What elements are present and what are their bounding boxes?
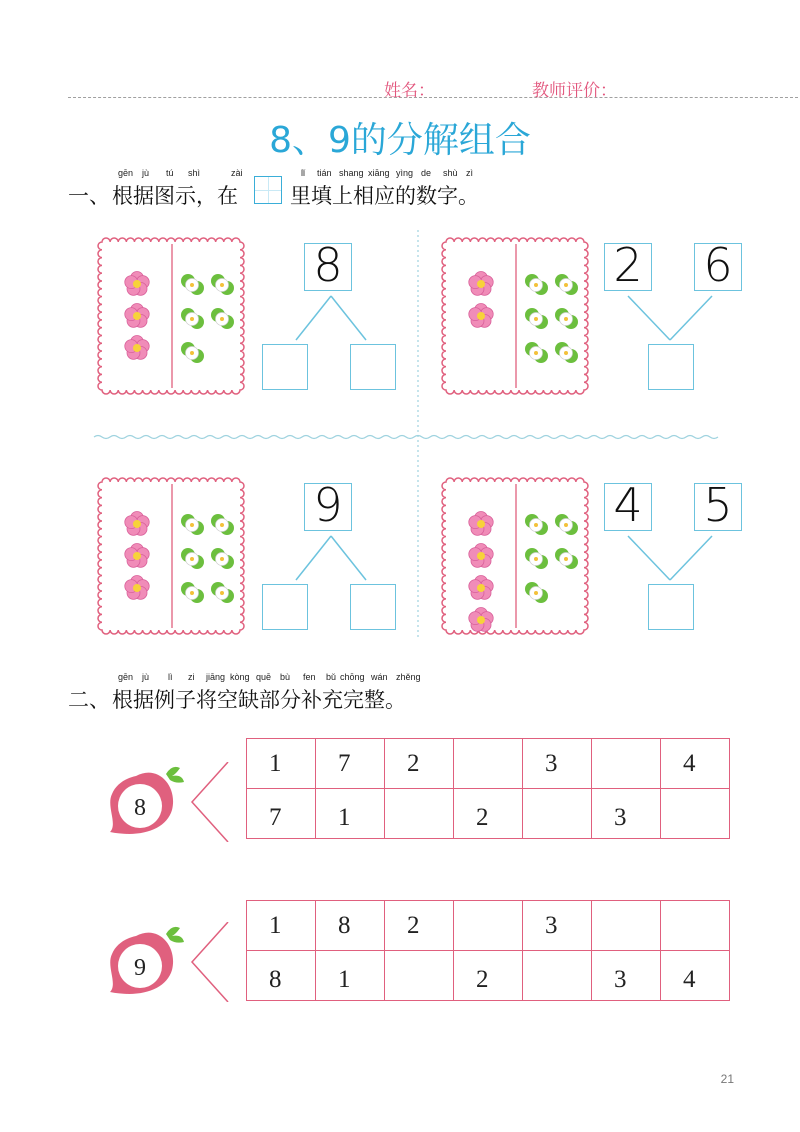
flower-center xyxy=(133,312,141,320)
table9-r1-c2[interactable]: 8 xyxy=(316,901,385,951)
exercise-3-answer-box-left[interactable] xyxy=(262,584,308,630)
table8-r1-c2[interactable]: 7 xyxy=(316,739,385,789)
leaf-icon xyxy=(166,927,184,943)
section1-pinyin-11: de xyxy=(421,168,432,178)
chevron-left-icon xyxy=(192,762,228,842)
section1-pinyin-4: shì xyxy=(188,168,201,178)
branch-line xyxy=(296,536,331,580)
table8-r1-c4[interactable] xyxy=(454,739,523,789)
section1-text-a: 根据图示，在 xyxy=(112,184,238,208)
section2-pinyin-13: zhěng xyxy=(396,672,421,682)
table8-r2-c7[interactable] xyxy=(661,789,730,839)
flower-center xyxy=(477,616,485,624)
section1-pinyin-10: yìng xyxy=(396,168,414,178)
section2-pinyin-2: jù xyxy=(142,672,150,682)
table8-r2-c6[interactable]: 3 xyxy=(592,789,661,839)
table9-r2-c6[interactable]: 3 xyxy=(592,951,661,1001)
section2-pinyin-10: bǔ xyxy=(326,672,337,682)
table8-r1-c7[interactable]: 4 xyxy=(661,739,730,789)
section1-number: 一、 xyxy=(68,184,110,208)
flower-center xyxy=(534,317,538,321)
exercise-2-top-number-left: 2 xyxy=(613,238,643,292)
exercise-3-top-number: 9 xyxy=(313,478,343,532)
table8-r1-c1[interactable]: 1 xyxy=(247,739,316,789)
flower-center xyxy=(564,317,568,321)
section2-pinyin-3: lì xyxy=(168,672,173,682)
flower-center xyxy=(190,351,194,355)
table9-r1-c6[interactable] xyxy=(592,901,661,951)
branch-line xyxy=(628,296,670,340)
exercise-2-answer-box[interactable] xyxy=(648,344,694,390)
flower-center xyxy=(220,557,224,561)
table9-r1-c4[interactable] xyxy=(454,901,523,951)
flower-center xyxy=(564,351,568,355)
table8-r2-c5[interactable] xyxy=(523,789,592,839)
table8-r2-c3[interactable] xyxy=(385,789,454,839)
flower-center xyxy=(220,317,224,321)
exercise-3-frame xyxy=(96,476,246,636)
horizontal-divider xyxy=(94,436,718,439)
table9-r2-c1[interactable]: 8 xyxy=(247,951,316,1001)
flower-center xyxy=(477,312,485,320)
section2-pinyin-6: kòng xyxy=(230,672,250,682)
flower-center xyxy=(190,317,194,321)
section2-pinyin-8: bù xyxy=(280,672,291,682)
flower-center xyxy=(477,520,485,528)
exercise-1-top-box xyxy=(304,238,352,292)
exercise-2-frame xyxy=(440,236,590,396)
table8-r2-c1[interactable]: 7 xyxy=(247,789,316,839)
flower-center xyxy=(133,552,141,560)
page-title: 8、9的分解组合 xyxy=(269,120,531,161)
exercise-1-answer-box-right[interactable] xyxy=(350,344,396,390)
section1-pinyin-7: tián xyxy=(317,168,332,178)
table8-r2-c2[interactable]: 1 xyxy=(316,789,385,839)
section1-pinyin-2: jù xyxy=(142,168,150,178)
flower-center xyxy=(564,523,568,527)
table9-r2-c7[interactable]: 4 xyxy=(661,951,730,1001)
exercise-3-top-box xyxy=(304,478,352,532)
flower-center xyxy=(190,283,194,287)
leaf-icon xyxy=(166,767,184,783)
section2-pinyin-9: fen xyxy=(303,672,316,682)
exercise-2-top-number-right: 6 xyxy=(703,238,733,292)
flower-center xyxy=(220,523,224,527)
exercise-4-top-box-left xyxy=(604,478,652,532)
table9-r1-c7[interactable] xyxy=(661,901,730,951)
radish-badge-8 xyxy=(100,762,250,842)
exercise-2-top-box-left xyxy=(604,238,652,292)
table9-r1-c5[interactable]: 3 xyxy=(523,901,592,951)
section1-text-b: 里填上相应的数字。 xyxy=(290,184,479,208)
exercise-1-frame xyxy=(96,236,246,396)
table8-r1-c6[interactable] xyxy=(592,739,661,789)
split-table-8 xyxy=(246,738,730,839)
branch-line xyxy=(296,296,331,340)
exercise-4-frame xyxy=(440,476,590,636)
exercise-1-top-number: 8 xyxy=(313,238,343,292)
flower-center xyxy=(534,591,538,595)
table9-r2-c3[interactable] xyxy=(385,951,454,1001)
section1-pinyin-12: shù xyxy=(443,168,458,178)
page-number: 21 xyxy=(720,1072,734,1086)
section2-pinyin-1: gēn xyxy=(118,672,134,682)
flower-center xyxy=(190,591,194,595)
section2-pinyin-11: chōng xyxy=(340,672,365,682)
flower-center xyxy=(190,523,194,527)
branch-line xyxy=(670,296,712,340)
table8-r2-c4[interactable]: 2 xyxy=(454,789,523,839)
table9-r2-c2[interactable]: 1 xyxy=(316,951,385,1001)
section1-pinyin-9: xiāng xyxy=(368,168,390,178)
section2-pinyin-4: zi xyxy=(188,672,195,682)
flower-center xyxy=(534,523,538,527)
exercise-2-top-box-right xyxy=(694,238,742,292)
section2-text: 根据例子将空缺部分补充完整。 xyxy=(112,688,406,712)
flower-center xyxy=(564,283,568,287)
table8-r1-c3[interactable]: 2 xyxy=(385,739,454,789)
section2-number: 二、 xyxy=(68,688,110,712)
exercise-4-top-number-left: 4 xyxy=(613,478,643,532)
section1-pinyin-1: gēn xyxy=(118,168,134,178)
flower-center xyxy=(534,351,538,355)
table9-r1-c1[interactable]: 1 xyxy=(247,901,316,951)
section2-pinyin-5: jiāng xyxy=(206,672,226,682)
flower-center xyxy=(534,283,538,287)
flower-center xyxy=(220,591,224,595)
section1-pinyin-6: lǐ xyxy=(301,168,305,178)
radish-number-9: 9 xyxy=(134,955,146,981)
flower-center xyxy=(564,557,568,561)
branch-line xyxy=(331,536,366,580)
flower-center xyxy=(133,280,141,288)
branch-line xyxy=(331,296,366,340)
section1-pinyin-5: zài xyxy=(231,168,243,178)
section1-pinyin-3: tú xyxy=(166,168,174,178)
exercise-4-answer-box[interactable] xyxy=(648,584,694,630)
exercise-4-top-box-right xyxy=(694,478,742,532)
flower-center xyxy=(190,557,194,561)
flower-center xyxy=(477,584,485,592)
section1-pinyin-13: zì xyxy=(466,168,474,178)
table9-r2-c4[interactable]: 2 xyxy=(454,951,523,1001)
radish-number-8: 8 xyxy=(134,795,146,821)
table8-r1-c5[interactable]: 3 xyxy=(523,739,592,789)
exercise-4-top-number-right: 5 xyxy=(703,478,733,532)
branch-line xyxy=(670,536,712,580)
section2-pinyin-7: quē xyxy=(256,672,272,682)
flower-center xyxy=(133,584,141,592)
teacher-evaluation-label: 教师评价： xyxy=(532,81,617,101)
exercise-3-answer-box-right[interactable] xyxy=(350,584,396,630)
radish-badge-9 xyxy=(100,922,250,1002)
chevron-left-icon xyxy=(192,922,228,1002)
flower-center xyxy=(534,557,538,561)
flower-center xyxy=(477,280,485,288)
name-label: 姓名： xyxy=(384,81,435,101)
section2-pinyin-12: wán xyxy=(371,672,388,682)
flower-center xyxy=(477,552,485,560)
flower-center xyxy=(220,283,224,287)
flower-center xyxy=(133,344,141,352)
section1-pinyin-8: shang xyxy=(339,168,364,178)
branch-line xyxy=(628,536,670,580)
table9-r1-c3[interactable]: 2 xyxy=(385,901,454,951)
split-table-9 xyxy=(246,900,730,1001)
table9-r2-c5[interactable] xyxy=(523,951,592,1001)
flower-center xyxy=(133,520,141,528)
exercise-1-answer-box-left[interactable] xyxy=(262,344,308,390)
